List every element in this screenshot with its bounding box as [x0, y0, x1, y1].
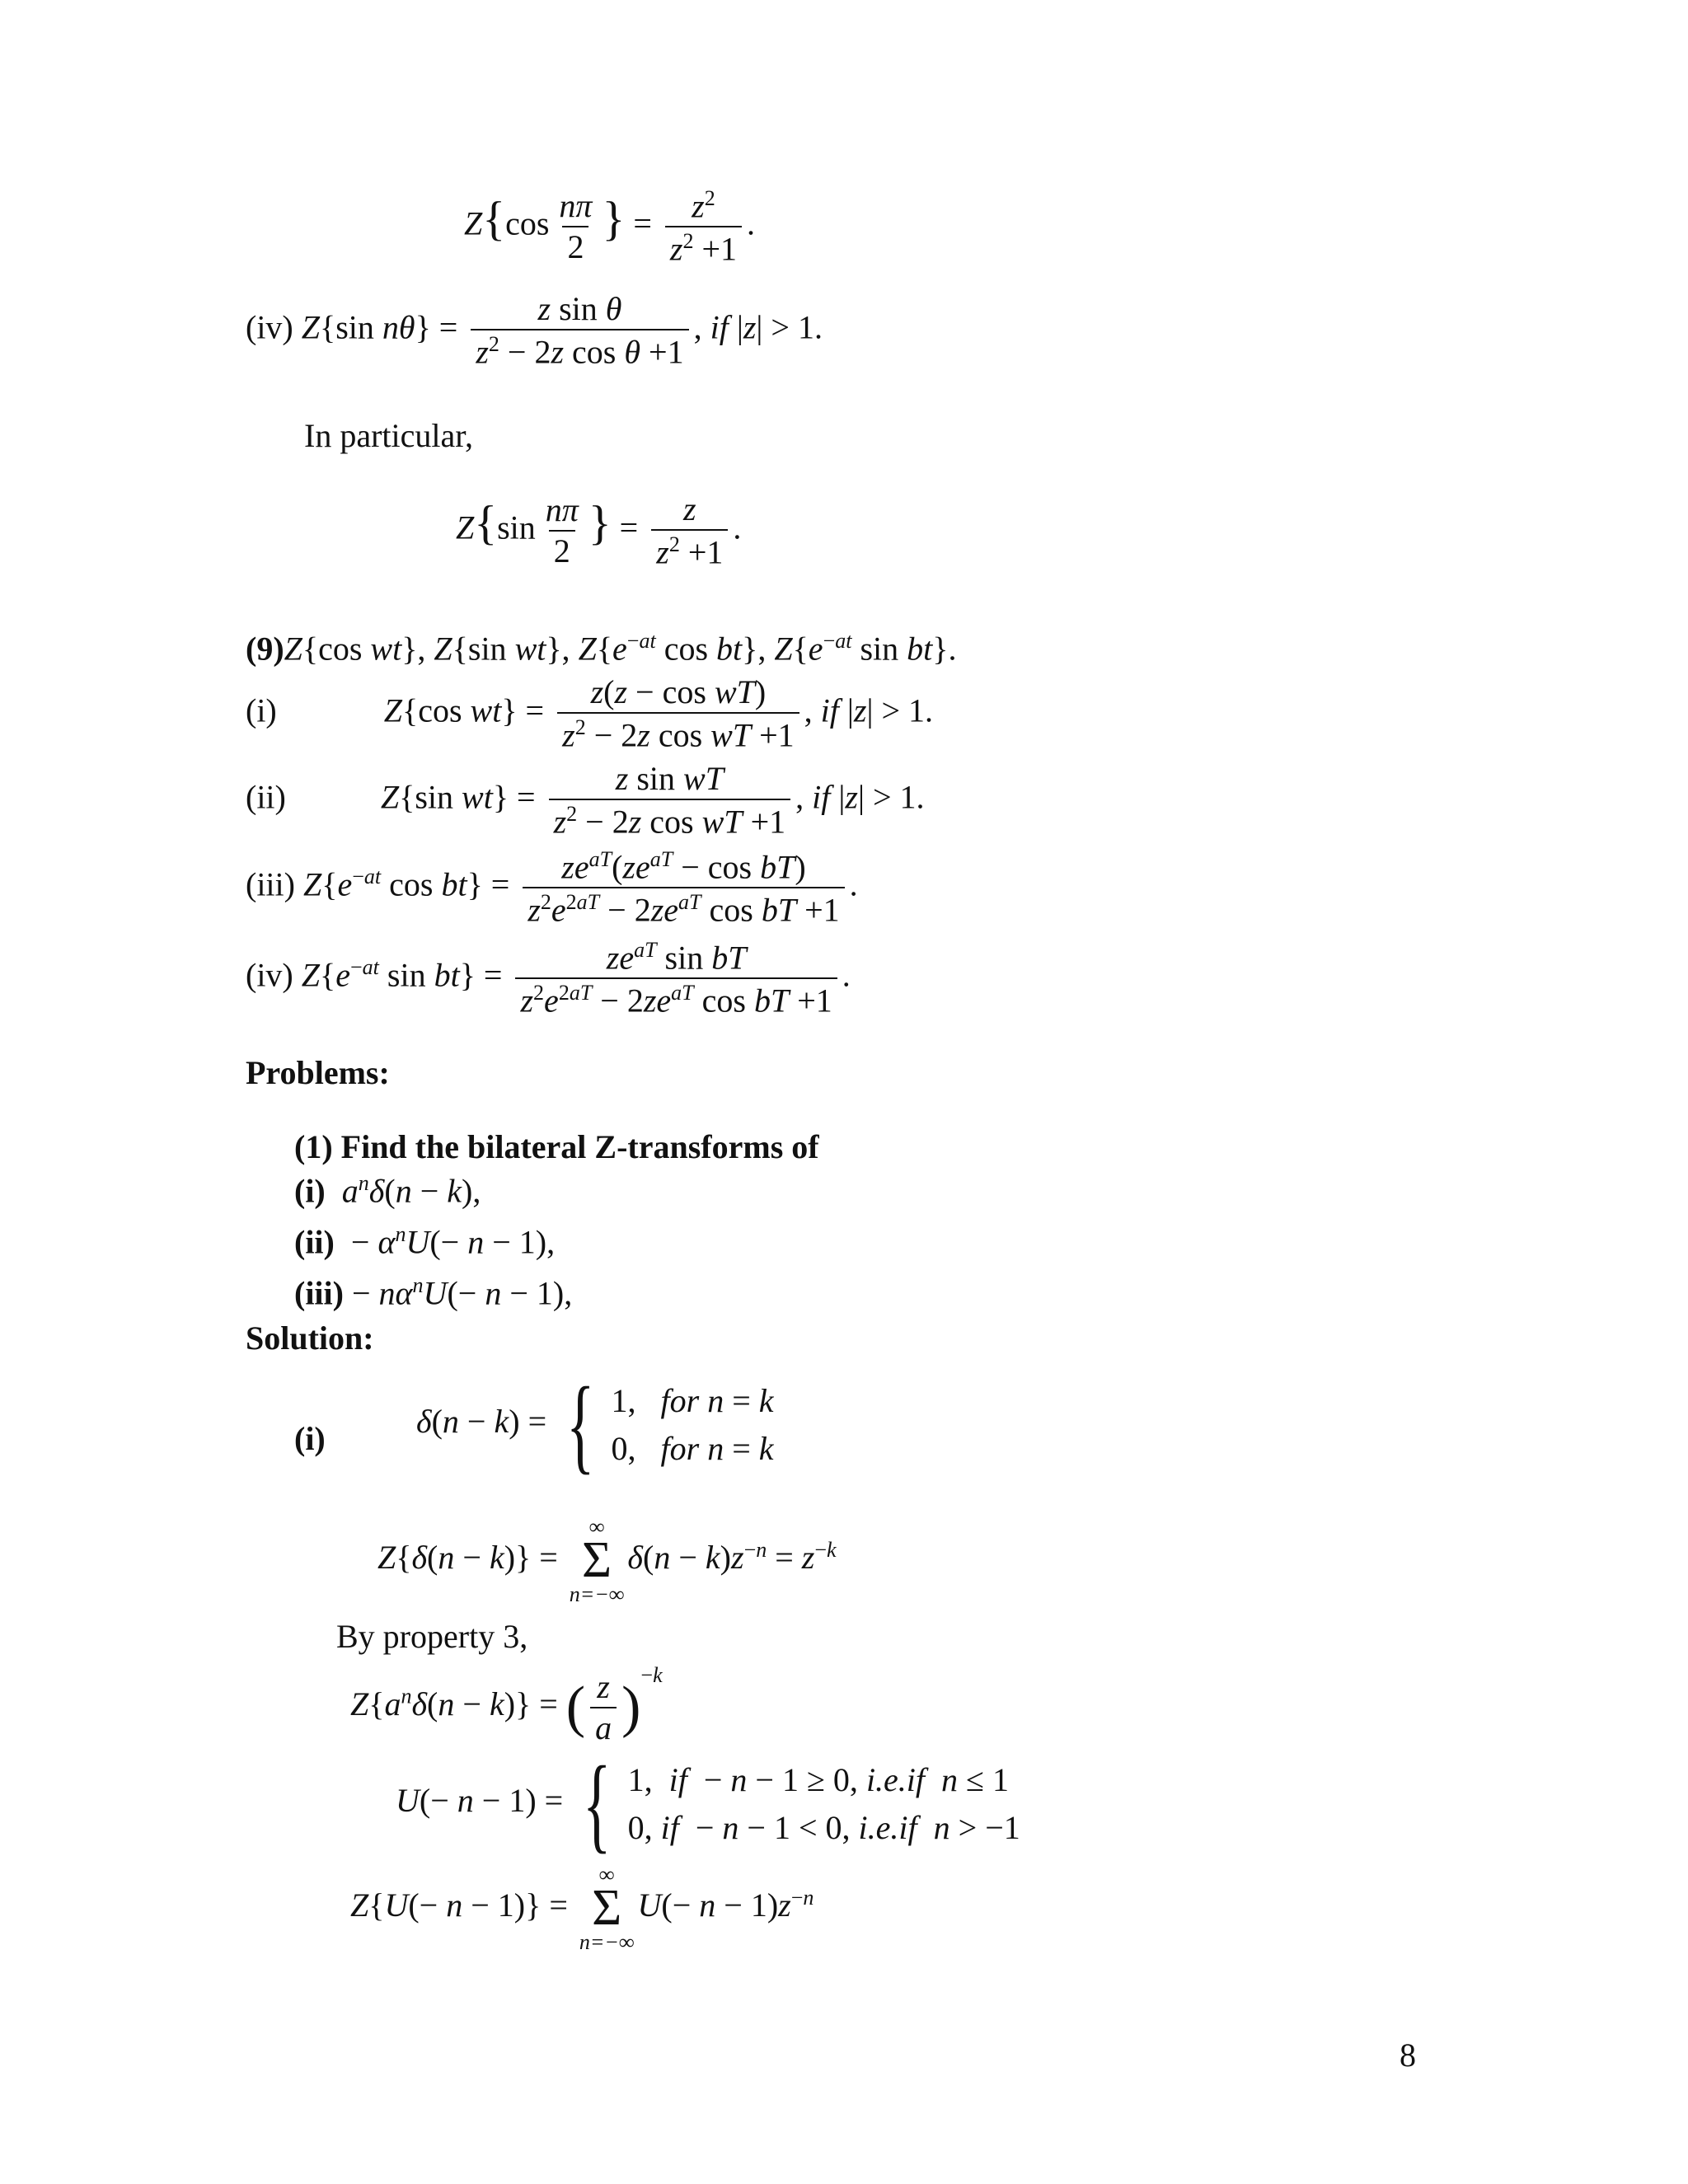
- eq-u-cases: U(− n − 1) = { 1, if − n − 1 ≥ 0, i.e.if n ≤ 1 0, if − n − 1 < 0, i.e.if n > −1: [396, 1744, 1020, 1863]
- label-iii: (iii): [246, 865, 295, 903]
- label-9: (9): [246, 630, 284, 668]
- eq-exp-cos-bt: (iii) $Z\{e^{-at}$ cos bt} = $\frac{ze^{aT}(ze^{aT} - \cos bT)}{z^2e^{2aT} - 2ze^{aT} \cos bT +1}$ .: [246, 847, 858, 929]
- eq-sin-wt: (ii) Z{sin wt} = $\frac{\text{z sin wT}}{z^2 - 2z \cos wT +1}$ , if |z| > 1.: [246, 760, 925, 841]
- eq-sin-npi2: Z{sin $\frac{n\pi}{2}$ } = $\frac{z}{z^2 +1}$ .: [456, 490, 742, 571]
- eq-cos-wt: (i) Z{cos wt} = $\frac{\text{z(z − cos wT)}}{z^2 - 2z \cos wT +1}$ , if |z| > 1.: [246, 673, 934, 754]
- eq-z-delta-sum: Z{δ(n − k)} = ∞ Σ n=−∞ $\delta(n - k)z^{-n} = z^{-k}$: [377, 1515, 837, 1606]
- page-number: 8: [1400, 2036, 1416, 2074]
- problem-1-text: (1) Find the bilateral Z-transforms of: [294, 1128, 819, 1165]
- problems-heading: Problems:: [246, 1054, 390, 1091]
- label-p-ii: (ii): [294, 1223, 335, 1261]
- eq-z-an-delta: $Z\{a^n\delta(n - k)\}$ = ( $\frac{z}{a}$ )$^{-k}$: [350, 1663, 663, 1746]
- eq-z-u-sum: Z{U(− n − 1)} = ∞ Σ n=−∞ $U(- n - 1)z^{-n}$: [350, 1863, 814, 1954]
- label-iv: (iv): [246, 308, 293, 346]
- eq-delta-cases: δ(n − k) = { 1, for n = k 0, for n = k: [416, 1365, 774, 1484]
- in-particular-text: In particular,: [304, 417, 473, 454]
- problem-1-i: (i) $a^n\delta(n - k)$,: [294, 1171, 481, 1210]
- solution-heading: Solution:: [246, 1319, 374, 1357]
- label-p-i: (i): [294, 1172, 326, 1210]
- eq-sin-ntheta: (iv) Z{sin nθ} = $\frac{\text{z sin θ}}{z^2 - 2z \cos \theta +1}$ , if |z| > 1.: [246, 290, 823, 371]
- solution-label-i: (i): [294, 1420, 326, 1457]
- eq-cos-npi2: Z{cos $\frac{n\pi}{2}$ } = $\frac{z^2}{z^2 +1}$ .: [464, 186, 756, 268]
- by-property-text: By property 3,: [336, 1618, 528, 1655]
- problem-1-iii: $(iii) - n\alpha^nU(- n - 1)$,: [294, 1273, 573, 1312]
- label-ii: (ii): [246, 778, 286, 816]
- label-i: (i): [246, 691, 277, 729]
- label-p-iii: (iii): [294, 1274, 344, 1312]
- item-9-heading: (9)Z{cos wt}, Z{sin wt}, $Z\{e^{-at}$ cos bt}, $Z\{e^{-at}$ sin bt}.: [246, 629, 957, 668]
- label-iv-2: (iv): [246, 956, 293, 994]
- problem-1-ii: $(ii) - \alpha^nU(- n - 1)$,: [294, 1222, 556, 1261]
- eq-exp-sin-bt: (iv) $Z\{e^{-at}$ sin bt} = $\frac{ze^{aT} \sin bT}{z^2e^{2aT} - 2ze^{aT} \cos bT +1}$ .: [246, 938, 851, 1019]
